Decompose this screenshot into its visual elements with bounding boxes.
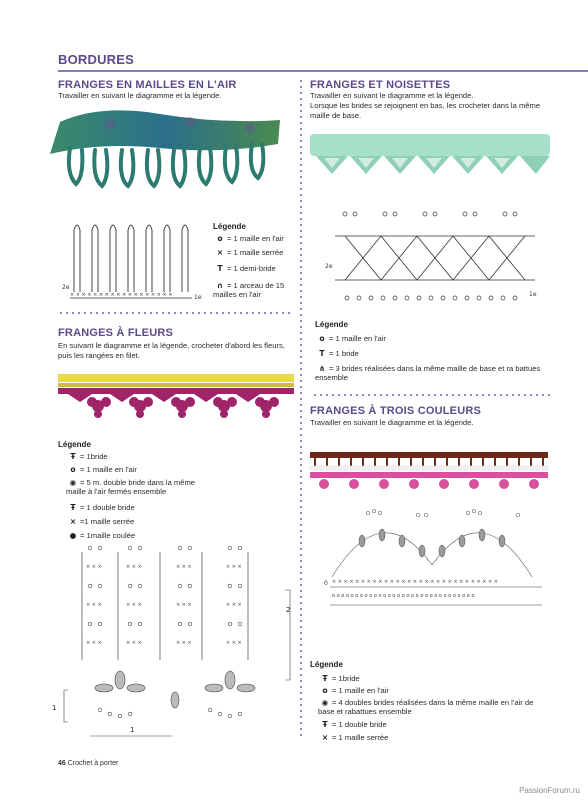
legend-row: Ŧ = 1 double bride [70,503,135,512]
legend-row: Ŧ = 1bride [70,452,108,461]
row-divider-left [58,312,294,314]
legend-row: ∩ = 1 arceau de 15 mailles en l'air [213,281,285,299]
row-label-1: 1e [194,294,202,301]
legend-title-fringe-chain: Légende [213,222,246,231]
svg-text:× × ×: × × × [226,564,242,570]
repeat-label-1: 1 [52,704,57,712]
page-number: 46 [58,760,66,767]
swatch-fringe-flowers [58,372,296,432]
legend-row: Ŧ = 1bride [322,674,360,683]
svg-text:× × ×: × × × [226,602,242,608]
repeat-label-2: 2 [286,606,291,614]
legend-row: o = 1 maille en l'air [217,234,284,243]
row-divider-right [312,394,552,396]
svg-text:× × ×: × × × [226,640,242,646]
svg-text:× × ×: × × × [86,564,102,570]
section-title-fringe-nuts: FRANGES ET NOISETTES [310,79,451,91]
legend-row: ⋔ = 3 brides réalisées dans la même maille de base et ra battues ensemble [315,364,541,382]
legend-row: × = 1 maille serrée [216,248,284,257]
legend-title-fringe-flowers: Légende [58,440,91,449]
instructions-fringe-nuts-2: Lorsque les brides se rejoignent en bas, les crocheter dans la même maille de base. [310,101,541,120]
svg-text:× × × × × × × × × × × × × × ×: × × × × × × × × × × × × × × × × × × [70,292,173,298]
diagram-fringe-three [322,505,552,620]
legend-row: o = 1 maille en l'air [322,686,389,695]
diagram-fringe-chain [62,216,202,306]
legend-row: T = 1 bride [319,349,359,358]
svg-text:× × ×: × × × [86,602,102,608]
svg-text:× × ×: × × × [176,564,192,570]
legend-row: ◉ = 5 m. double bride dans la même maille à l'air fermés ensemble [66,478,196,496]
svg-text:× × ×: × × × [126,640,142,646]
swatch-fringe-three [310,452,550,497]
section-title-fringe-chain: FRANGES EN MAILLES EN L'AIR [58,79,237,91]
instructions-fringe-chain: Travailler en suivant le diagramme et la légende. [58,91,222,100]
legend-title-fringe-nuts: Légende [315,320,348,329]
swatch-fringe-chain [40,104,285,194]
swatch-fringe-nuts [310,130,552,180]
svg-text:× × × × × × × × × × × × × × ×: × × × × × × × × × × × × × × × × × × × × × × × × × × × × × [332,579,498,585]
row-label-2: 2e [325,263,333,270]
legend-title-fringe-three: Légende [310,660,343,669]
header-rule [58,70,588,72]
repeat-label-bottom: 1 [130,726,135,734]
svg-text:× × ×: × × × [86,640,102,646]
legend-row: ● = 1maille coulée [69,531,136,540]
column-divider [300,78,302,738]
legend-row: Ŧ = 1 double bride [322,720,387,729]
legend-row: ◉ = 4 doubles brides réalisées dans la même maille en l'air de base et rabattues ensemble [318,698,534,716]
legend-row: × =1 maille serrée [69,517,135,526]
svg-text:× × ×: × × × [126,564,142,570]
svg-text:o o o o o o o o o o o o o o o: o o o o o o o o o o o o o o o o o o o o o o o o o o o o o o o [332,593,475,599]
legend-row: T = 1 demi-bride [217,264,276,273]
page-title: BORDURES [58,52,134,67]
svg-text:× × ×: × × × [176,602,192,608]
section-title-fringe-three: FRANGES À TROIS COULEURS [310,405,482,417]
diagram-fringe-flowers [52,540,295,740]
instructions-fringe-three: Travailler en suivant le diagramme et la légende. [310,418,474,427]
row-label-0: 0 [324,580,328,587]
section-title-fringe-flowers: FRANGES À FLEURS [58,327,174,339]
watermark: PassionForum.ru [519,786,580,795]
legend-row: o = 1 maille en l'air [70,465,137,474]
instructions-fringe-nuts-1: Travailler en suivant le diagramme et la légende. [310,91,474,100]
row-label-1: 1e [529,291,537,298]
row-label-2: 2e [62,284,70,291]
instructions-fringe-flowers: En suivant le diagramme et la légende, crocheter d'abord les fleurs, puis les rangées en filet. [58,341,285,360]
book-title: Crochet à porter [67,760,119,767]
page-footer [58,760,118,767]
diagram-fringe-nuts [325,208,550,308]
svg-text:× × ×: × × × [126,602,142,608]
legend-row: o = 1 maille en l'air [319,334,386,343]
svg-text:× × ×: × × × [176,640,192,646]
legend-row: × = 1 maille serrée [321,733,389,742]
